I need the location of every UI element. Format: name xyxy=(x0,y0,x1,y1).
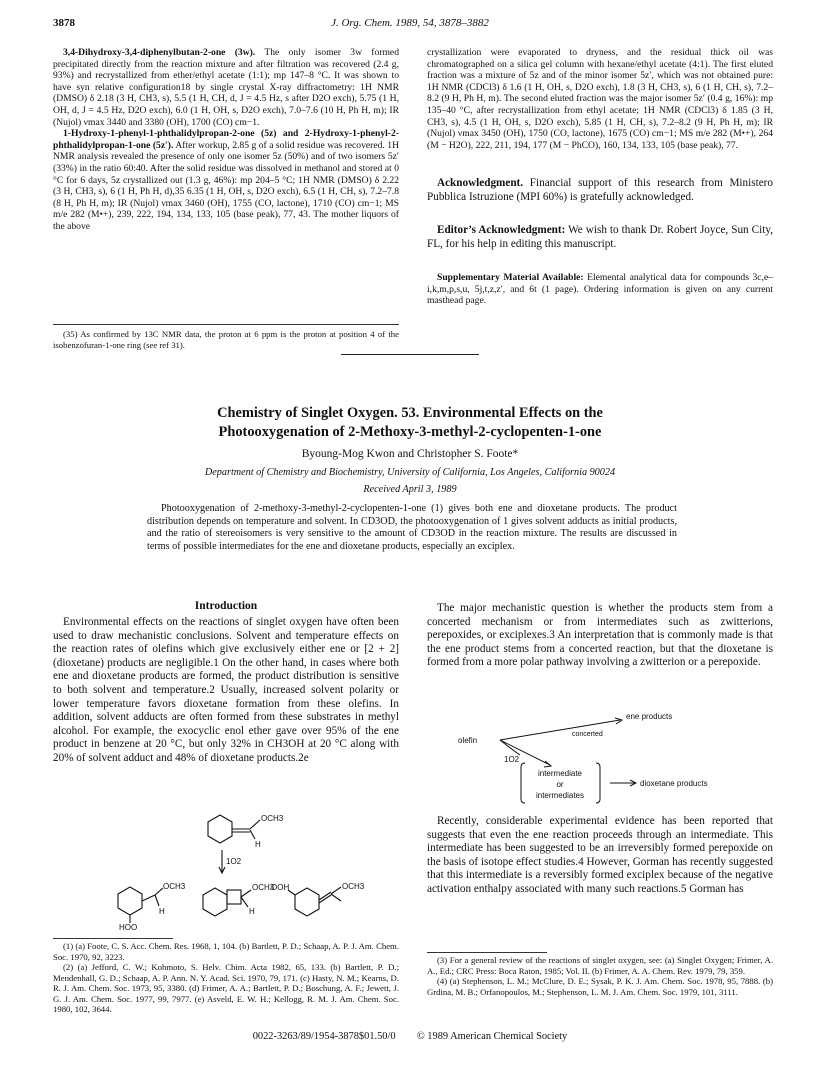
page-footer xyxy=(0,1031,820,1042)
supplementary-material xyxy=(427,272,773,307)
footnote-35-text: (35) As confirmed by 13C NMR data, the proton at 6 ppm is the proton at position 4 of the isobenzofuran-1-one ring (see ref 31). xyxy=(53,329,399,350)
ack-text: Financial support of this research from Ministero Pubblica Istruzione (MPI 60%) is gratefully acknowledged. xyxy=(427,177,773,203)
footnotes-right xyxy=(427,955,773,997)
or-label: or xyxy=(556,780,564,789)
footnote-1: (1) (a) Foote, C. S. Acc. Chem. Res. 1968, 1, 104. (b) Bartlett, P. D.; Schaap, A. P. J. Am. Chem. Soc. 1970, 92, 3223. xyxy=(53,941,399,962)
dioxetane-ring xyxy=(227,890,241,904)
prev-article-left-column xyxy=(53,47,399,233)
article-separator xyxy=(341,354,479,355)
olefin-label: olefin xyxy=(458,736,478,745)
footnote-divider-bottom-left xyxy=(53,938,173,939)
right-bracket xyxy=(596,763,600,803)
cyclohexane-ring-top xyxy=(208,815,232,843)
singlet-oxygen-curve xyxy=(500,740,520,755)
footnote-divider-bottom-right xyxy=(427,952,547,953)
editor-ack-text: We wish to thank Dr. Robert Joyce, Sun City, FL, for his help in editing this manuscript. xyxy=(427,224,773,250)
h-label-adduct: H xyxy=(159,907,165,916)
received-date: Received April 3, 1989 xyxy=(363,484,457,495)
intermediate-label: intermediate xyxy=(537,769,583,778)
h-label-top: H xyxy=(255,840,261,849)
running-header xyxy=(0,17,820,33)
cyclohexane-ring-dioxetane xyxy=(203,888,227,916)
gorman-paragraph: Recently, considerable experimental evidence has been reported that suggests that even the ene reaction proceeds through an intermediate. This intermediate has been suggested to be an irreversibly formed perepoxide on the basis of isotope effect studies.4 However, Gorman has recently suggested that this intermediate is a reversibly formed exciplex because of the negative activation enthalpy associated with many such reactions.5 Gorman has xyxy=(427,815,773,895)
experimental-continued: crystallization were evaporated to dryness, and the residual thick oil was chromatographed on a silica gel column with hexane/ethyl acetate (4:1). The first eluted fraction was a mixture of 5z and of the minor isomer 5z′, which was not obtained pure: 1H NMR (CDCl3) δ 1.6 (1 H, OH, s, D2O exch), 1.8 (3 H, CH3, s), 6 (1 H, CH, s), 7.2–8.2 (9 H, Ph H, m). The second eluted fraction was the major isomer 5z′ (0.4 g, 16%): mp 135–40 °C, after recrystallization from ethyl acetate; 1H NMR (CDCl3) δ 1.85 (3 H, CH3, s), 4.5 (1 H, OH, s, D2O exch), 5.85 (1 H, CH, s), 7.2–8.2 (9 H, Ph H, m); IR (Nujol) νmax 3450 (OH), 1750 (CO, lactone), 1675 (CO) cm−1; MS m/e 282 (M•+), 264 (M − H2O), 222, 211, 194, 177 (M − PhCO), 160, 134, 133, 105 (base peak), 77. xyxy=(427,47,773,151)
dioxetane-products-label: dioxetane products xyxy=(640,779,708,788)
h-label-dioxetane: H xyxy=(249,907,255,916)
affiliation: Department of Chemistry and Biochemistry, University of California, Los Angeles, California 90024 xyxy=(204,467,616,478)
intermediates-label: intermediates xyxy=(535,791,585,800)
mechanism-scheme xyxy=(450,710,730,810)
och3-label-dioxetane: OCH3 xyxy=(252,883,275,892)
och3-label-top: OCH3 xyxy=(261,814,284,823)
section-heading-introduction: Introduction xyxy=(194,600,258,612)
mechanism-paragraph: The major mechanistic question is whether the products stem from a concerted mechanism or from intermediates such as zwitterions, perepoxides, or exciplexes.3 An interpretation that is commonly made is that the ene product stems from a concerted reaction, but that the dioxetane is formed from a more polar pathway involving a zwitterion or a perepoxide. xyxy=(427,602,773,669)
copyright: © 1989 American Chemical Society xyxy=(416,1031,568,1042)
och3-label-adduct: OCH3 xyxy=(163,882,186,891)
abstract: Photooxygenation of 2-methoxy-3-methyl-2-cyclopenten-1-one (1) gives both ene and dioxetane products. The product distribution depends on temperature and solvent. In CD3OD, the photooxygenation of 1 gives solvent adducts as initial products, and the ratio of stereoisomers is very sensitive to the amount of CD3OD in the reaction mixture. The results are discussed in terms of possible intermediates for the ene and dioxetane products, especially an exciplex. xyxy=(147,503,677,552)
footnote-4: (4) (a) Stephenson, L. M.; McClure, D. E.; Sysak, P. K. J. Am. Chem. Soc. 1978, 95, 7888. (b) Grdina, M. B.; Orfanopoulos, M.; Stephenson, L. M. J. Am. Chem. Soc. 1979, 101, 3111. xyxy=(427,976,773,997)
scheme-singlet-oxygen-label: 1O2 xyxy=(504,755,520,764)
ack-title: Acknowledgment. xyxy=(437,177,524,189)
title-line-2: Photooxygenation of 2-Methoxy-3-methyl-2-cyclopenten-1-one xyxy=(218,424,602,440)
title-line-1: Chemistry of Singlet Oxygen. 53. Environmental Effects on the xyxy=(217,405,603,421)
olefin-structures-figure xyxy=(105,810,395,930)
journal-citation: J. Org. Chem. 1989, 54, 3878–3882 xyxy=(331,17,489,29)
compound-5z-text: After workup, 2.85 g of a solid residue was recovered. 1H NMR analysis revealed the presence of only one isomer 5z (50%) and of two isomers 5z′ (33%) in the ratio 60:40. After the solid residue was dissolved in methanol and stored at 0 °C for 6 days, 5z crystallized out (1.3 g, 46%): mp 204–5 °C; 1H NMR (DMSO) δ 2.22 (3 H, CH3, s), 6 (1 H, Ph H, d),35 6.35 (1 H, OH, s, D2O exch), 6.5 (1 H, CH, s), 7.2–7.8 (8 H, Ph H, m); IR (Nujol) νmax 3460 (OH), 1755 (CO, lactone), 1710 (CO) cm−1; MS m/e 282 (M•+), 239, 222, 194, 134, 133, 105 (base peak), 77, 43. The mother liquors of the above xyxy=(53,139,399,232)
compound-5z-title: 1-Hydroxy-1-phenyl-1-phthalidylpropan-2-one (5z) and 2-Hydroxy-1-phenyl-2-phthalidylpropan-1-one (5z′). xyxy=(53,128,399,151)
compound-3w-text: The only isomer 3w formed precipitated directly from the reaction mixture and after filtration was recovered (2.4 g, 93%) and recrystallized from ether/ethyl acetate (1:1); mp 147–8 °C. It was shown to have syn relative configuration18 by single crystal X-ray diffractometry: 1H NMR (DMSO) δ 2.18 (3 H, CH3, s), 5.5 (1 H, CH, d, J = 4.5 Hz, s after D2O exch), 5.75 (1 H, OH, d, J = 4.5 Hz, D2O exch), 6.0 (1 H, OH, s, D2O exch), 7.0–7.6 (10 H, Ph H, m); IR (Nujol) νmax 3440 and 3380 (OH), 1700 (CO) cm−1. xyxy=(53,47,399,128)
singlet-oxygen-label: 1O2 xyxy=(226,857,242,866)
cyclohexane-ring-adduct xyxy=(118,887,142,915)
footnote-3: (3) For a general review of the reactions of singlet oxygen, see: (a) Singlet Oxygen; Frimer, A. A., Ed.; CRC Press: Boca Raton, 1985; Vol. II. (b) Frimer, A. A. Chem. Rev. 1979, 79, 359. xyxy=(427,955,773,976)
compound-3w-title: 3,4-Dihydroxy-3,4-diphenylbutan-2-one (3w). xyxy=(63,47,256,58)
experimental-3w xyxy=(53,47,399,128)
intro-paragraph: Environmental effects on the reactions of singlet oxygen have often been used to draw mechanistic conclusions. Solvent and temperature effects on the reaction rates of olefins which give exclusively either ene or [2 + 2] (dioxetane) products are negligible.1 On the other hand, in cases where both ene and dioxetane products are formed, the product distribution is sensitive to both solvent and temperature.2 Usually, increased solvent polarity or lower temperature favors dioxetane formation from these olefins. In addition, solvent adducts are often formed from these substrates in methyl alcohol. For example, the exocyclic enol ether gave over 95% of the ene product in benzene at 20 °C, but only 32% in CH3OH at 20 °C along with 20% of solvent adduct and 48% of dioxetane products.2e xyxy=(53,616,399,764)
footnotes-left xyxy=(53,941,399,1015)
footnote-2: (2) (a) Jefford, C. W.; Kohmoto, S. Helv. Chim. Acta 1982, 65, 133. (b) Bartlett, P. D.; Mendenhall, G. D.; Schaap, A. P. Ann. N. Y. Acad. Sci. 1970, 79, 171. (c) Hasty, N. M.; Kearns, D. R. J. Am. Chem. Soc. 1973, 95, 3380. (d) Frimer, A. A.; Bartlett, P. D.; Boschung, A. F.; Jewett, J. G. J. Am. Chem. Soc. 1977, 99, 7977. (e) Asveld, E. W. H.; Kellogg, R. M. J. Am. Chem. Soc. 1980, 102, 3644. xyxy=(53,962,399,1014)
footnote-divider xyxy=(53,324,399,325)
cyclohexane-ring-ene xyxy=(295,888,319,916)
supp-text: Elemental analytical data for compounds 3c,e–i,k,m,p,s,u, 5j,t,z,z′, and 6t (1 page). Ordering information is given on any current masthead page. xyxy=(427,272,774,307)
ooh-label: OOH xyxy=(271,883,290,892)
concerted-label: concerted xyxy=(572,731,603,738)
authors: Byoung-Mog Kwon and Christopher S. Foote* xyxy=(301,448,519,460)
acknowledgment xyxy=(427,177,773,204)
page-number: 3878 xyxy=(53,17,75,29)
supp-title: Supplementary Material Available: xyxy=(437,272,584,283)
editor-ack-title: Editor’s Acknowledgment: xyxy=(437,224,566,236)
och3-label-ene: OCH3 xyxy=(342,882,365,891)
hoo-label: HOO xyxy=(119,923,138,930)
experimental-5z xyxy=(53,128,399,232)
left-bracket xyxy=(521,763,525,803)
editor-acknowledgment xyxy=(427,224,773,251)
article-code: 0022-3263/89/1954-3878$01.50/0 xyxy=(252,1031,396,1042)
prev-article-right-column xyxy=(427,47,773,151)
ene-products-label: ene products xyxy=(626,712,673,721)
article-title xyxy=(0,404,820,442)
footnote-35 xyxy=(53,329,399,350)
